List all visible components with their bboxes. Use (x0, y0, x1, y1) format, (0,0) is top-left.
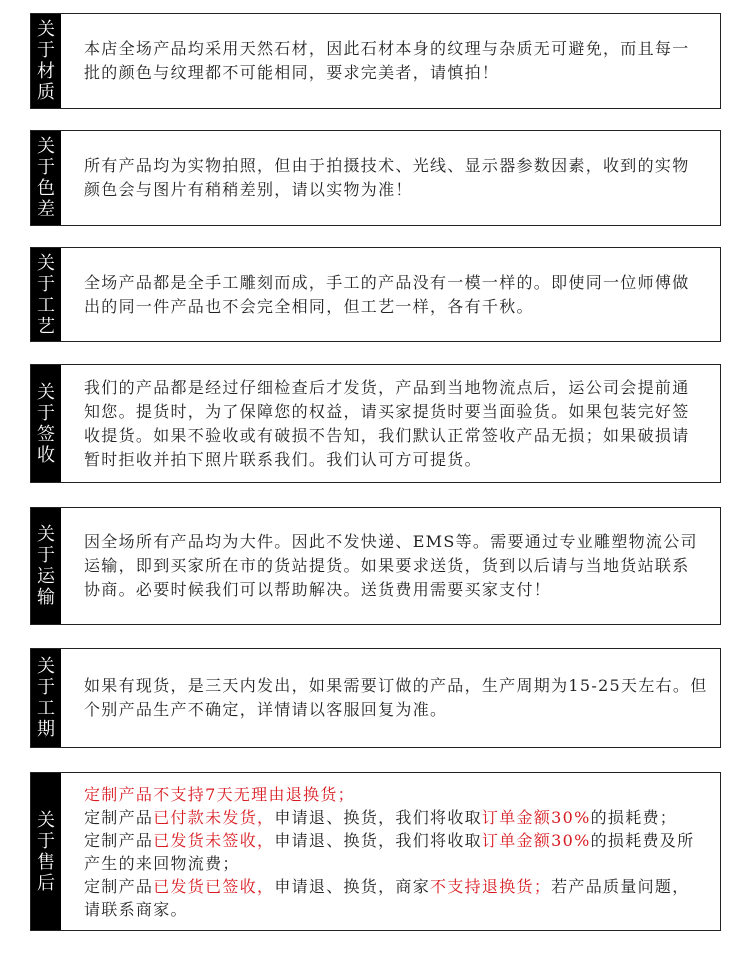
text-segment: 定制产品 (84, 807, 154, 827)
highlight-text: 定制产品不支持7天无理由退换货； (84, 784, 355, 804)
label-char: 关 (37, 252, 55, 274)
section-color-difference (30, 130, 721, 226)
text-segment: 个别产品生产不确定，详情请以客服回复为准。 (84, 700, 448, 719)
section-shipping (30, 507, 721, 625)
label-char: 输 (37, 587, 55, 608)
label-char: 收 (37, 444, 55, 466)
label-char: 于 (37, 830, 55, 852)
text-segment: 如果有现货，是三天内发出，如果需要订做的产品，生产周期为15-25天左右。但 (84, 676, 708, 695)
highlight-text: 已发货已签收， (153, 876, 275, 896)
label-char: 于 (37, 402, 55, 424)
text-line (84, 783, 720, 806)
section-label (31, 773, 61, 930)
text-line (84, 674, 720, 698)
highlight-text: 已付款未发货， (153, 807, 275, 827)
text-line (84, 829, 720, 852)
section-after-sales (30, 772, 721, 931)
text-line (84, 898, 720, 921)
text-segment: 知您。提货时，为了保障您的权益，请买家提货时要当面验货。如果包装完好签 (84, 401, 690, 421)
section-label (31, 131, 61, 225)
label-char: 关 (37, 136, 55, 157)
section-material (30, 13, 721, 109)
text-line (84, 400, 720, 424)
label-char: 签 (37, 423, 55, 445)
text-segment: 本店全场产品均采用天然石材，因此石材本身的纹理与杂质无可避免，而且每一 (84, 39, 690, 58)
text-line (84, 154, 720, 178)
label-char: 运 (37, 566, 55, 587)
section-label (31, 248, 61, 341)
text-segment: 所有产品均为实物拍照，但由于拍摄技术、光线、显示器参数因素，收到的实物 (84, 156, 690, 175)
text-line (84, 530, 720, 554)
text-segment: 若产品质量问题， (551, 876, 690, 896)
label-char: 于 (37, 157, 55, 178)
text-segment: 申请退、换货，我们将收取 (274, 830, 482, 850)
section-text (61, 649, 720, 747)
text-segment: 收提货。如果不验收或有破损不告知，我们默认正常签收产品无损；如果破损请 (84, 425, 690, 445)
label-char: 于 (37, 40, 55, 61)
text-line (84, 698, 720, 722)
section-text (61, 508, 720, 624)
label-char: 色 (37, 178, 55, 199)
section-lead-time (30, 648, 721, 748)
label-char: 关 (37, 524, 55, 545)
text-segment: 颜色会与图片有稍稍差别，请以实物为准！ (84, 180, 413, 199)
text-segment: 产生的来回物流费； (84, 853, 240, 873)
text-line (84, 806, 720, 829)
text-segment: 申请退、换货，商家 (274, 876, 431, 896)
text-segment: 批的颜色与纹理都不可能相同，要求完美者，请慎拍！ (84, 63, 500, 82)
label-char: 于 (37, 677, 55, 698)
label-char: 材 (37, 61, 55, 82)
highlight-text: 已发货未签收， (153, 830, 275, 850)
text-line (84, 295, 720, 319)
section-text (61, 131, 720, 225)
text-line (84, 554, 720, 578)
text-segment: 请联系商家。 (84, 899, 188, 919)
section-label (31, 649, 61, 747)
label-char: 工 (37, 698, 55, 719)
label-char: 于 (37, 273, 55, 295)
section-text (61, 248, 720, 341)
section-text (61, 14, 720, 108)
text-segment: 的损耗费； (590, 807, 678, 827)
text-line (84, 448, 720, 472)
label-char: 差 (37, 199, 55, 220)
text-segment: 出的同一件产品也不会完全相同，但工艺一样，各有千秋。 (84, 296, 534, 316)
section-text (61, 773, 720, 930)
text-line (84, 61, 720, 85)
section-text (61, 365, 720, 482)
label-char: 质 (37, 82, 55, 103)
label-char: 后 (37, 872, 55, 894)
text-segment: 暂时拒收并拍下照片联系我们。我们认可方可提货。 (84, 449, 482, 469)
label-char: 于 (37, 545, 55, 566)
section-label (31, 508, 61, 624)
section-label (31, 14, 61, 108)
highlight-text: 订单金额30% (481, 830, 591, 850)
text-segment: 申请退、换货，我们将收取 (274, 807, 482, 827)
section-receipt (30, 364, 721, 483)
text-line (84, 578, 720, 602)
section-label (31, 365, 61, 482)
text-segment: 协商。必要时候我们可以帮助解决。送货费用需要买家支付！ (84, 580, 552, 599)
label-char: 关 (37, 809, 55, 831)
text-line (84, 178, 720, 202)
text-segment: 定制产品 (84, 876, 154, 896)
text-segment: 的损耗费及所 (590, 830, 695, 850)
text-line (84, 852, 720, 875)
text-line (84, 376, 720, 400)
label-char: 售 (37, 851, 55, 873)
label-char: 关 (37, 381, 55, 403)
label-char: 期 (37, 719, 55, 740)
label-char: 关 (37, 19, 55, 40)
label-char: 工 (37, 294, 55, 316)
text-line (84, 424, 720, 448)
text-segment: 因全场所有产品均为大件。因此不发快递、EMS等。需要通过专业雕塑物流公司 (84, 532, 698, 551)
highlight-text: 不支持退换货； (430, 876, 552, 896)
text-segment: 定制产品 (84, 830, 154, 850)
highlight-text: 订单金额30% (481, 807, 591, 827)
section-craft (30, 247, 721, 342)
text-line (84, 875, 720, 898)
text-segment: 全场产品都是全手工雕刻而成，手工的产品没有一模一样的。即使同一位师傅做 (84, 272, 690, 292)
text-line (84, 37, 720, 61)
text-line (84, 271, 720, 295)
text-segment: 运输，即到买家所在市的货站提货。如果要求送货，货到以后请与当地货站联系 (84, 556, 690, 575)
label-char: 艺 (37, 315, 55, 337)
text-segment: 我们的产品都是经过仔细检查后才发货，产品到当地物流点后，运公司会提前通 (84, 377, 690, 397)
label-char: 关 (37, 656, 55, 677)
